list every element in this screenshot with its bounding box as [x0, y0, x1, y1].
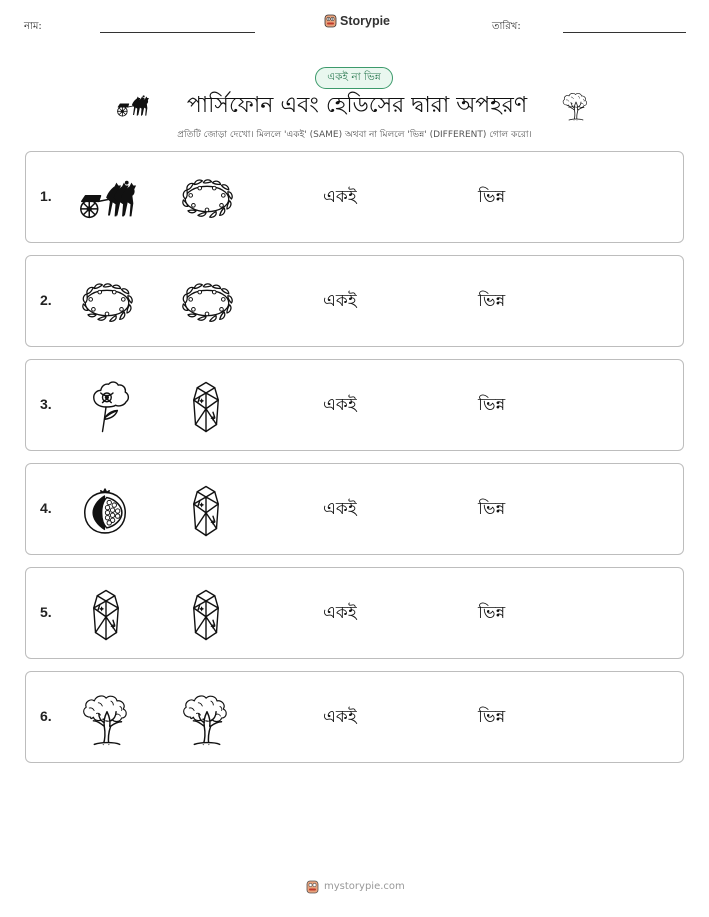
wreath-icon — [178, 170, 236, 228]
option-same[interactable]: একই — [323, 291, 357, 311]
page-title: পার্সিফোন এবং হেডিসের দ্বারা অপহরণ — [186, 93, 528, 118]
tree-icon — [78, 690, 136, 748]
option-different[interactable]: ভিন্ন — [478, 707, 506, 727]
option-different[interactable]: ভিন্ন — [478, 603, 506, 623]
question-number: 1. — [40, 188, 52, 204]
name-field-line[interactable] — [100, 32, 255, 33]
question-row — [25, 255, 684, 347]
question-row — [25, 359, 684, 451]
chariot-icon — [78, 170, 136, 228]
question-number: 2. — [40, 292, 52, 308]
question-number: 6. — [40, 708, 52, 724]
footer — [306, 879, 405, 894]
question-row — [25, 671, 684, 763]
crystal-icon — [178, 482, 236, 540]
question-number: 4. — [40, 500, 52, 516]
question-number: 5. — [40, 604, 52, 620]
date-label: তারিখ: — [492, 21, 521, 32]
chariot-icon — [116, 93, 150, 123]
option-different[interactable]: ভিন্ন — [478, 187, 506, 207]
crystal-icon — [178, 378, 236, 436]
storypie-mascot-icon — [306, 879, 319, 894]
title-row — [0, 88, 709, 126]
tree-icon — [560, 89, 592, 127]
crystal-icon — [78, 586, 136, 644]
option-same[interactable]: একই — [323, 707, 357, 727]
worksheet-type-badge: একই না ভিন্ন — [315, 67, 393, 89]
question-row — [25, 151, 684, 243]
wreath-icon — [78, 274, 136, 332]
option-different[interactable]: ভিন্ন — [478, 499, 506, 519]
option-different[interactable]: ভিন্ন — [478, 395, 506, 415]
brand-name: Storypie — [340, 13, 391, 28]
pomegranate-icon — [78, 482, 136, 540]
flower-icon — [78, 378, 136, 436]
option-same[interactable]: একই — [323, 395, 357, 415]
name-label: নাম: — [24, 21, 42, 32]
storypie-mascot-icon — [324, 13, 337, 28]
storypie-logo — [324, 13, 390, 28]
question-number: 3. — [40, 396, 52, 412]
instructions: প্রতিটি জোড়া দেখো। মিললে 'একই' (SAME) অথবা না মিললে 'ভিন্ন' (DIFFERENT) গোল করো। — [177, 130, 532, 140]
footer-url: mystorypie.com — [324, 881, 405, 892]
option-same[interactable]: একই — [323, 187, 357, 207]
date-field-line[interactable] — [563, 32, 686, 33]
crystal-icon — [178, 586, 236, 644]
option-different[interactable]: ভিন্ন — [478, 291, 506, 311]
wreath-icon — [178, 274, 236, 332]
tree-icon — [178, 690, 236, 748]
option-same[interactable]: একই — [323, 499, 357, 519]
option-same[interactable]: একই — [323, 603, 357, 623]
question-row — [25, 567, 684, 659]
question-row — [25, 463, 684, 555]
